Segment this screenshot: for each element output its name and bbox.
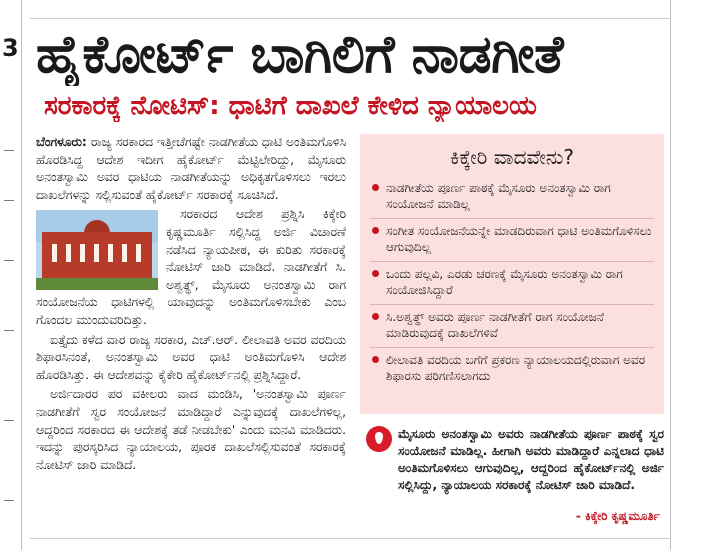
sidebar-title: ಕಿಕ್ಕೇರಿ ವಾದವೇನು? (449, 145, 575, 169)
dateline: ಬೆಂಗಳೂರು: (36, 135, 87, 149)
sidebar-item: ಸಂಗೀತ ಸಂಯೋಜನೆಯನ್ನೇ ಮಾಡದಿರುವಾಗ ಧಾಟಿ ಅಂತಿಮಗೊಳಿಸಲು ಆಗುವುದಿಲ್ಲ (370, 219, 654, 262)
right-column-rule (670, 0, 671, 550)
quote-author: - ಕಿಕ್ಕೇರಿ ಕೃಷ್ಣಮೂರ್ತಿ (575, 509, 660, 523)
paragraph-2: ಸರಕಾರದ ಆದೇಶ ಪ್ರಶ್ನಿಸಿ ಕಿಕ್ಕೇರಿ ಕೃಷ್ಣಮೂರ್ತಿ ಸಲ್ಲಿಸಿದ್ದ ಅರ್ಜಿ ವಿಚಾರಣೆ ನಡೆಸಿದ ನ್ಯಾಯಪೀಠ, ಈ ಕುರಿತು ಸರಕಾರಕ್ಕೆ ನೋಟಿಸ್ ಜಾರಿ ಮಾಡಿದೆ. ನಾಡಗೀತೆಗೆ ಸಿ. ಅಶ್ವತ್ಥ್, ಮೈಸೂರು ಅನಂತಸ್ವಾಮಿ ರಾಗ ಸಂಯೋಜನೆಯ ಧಾಟಿಗಳಲ್ಲಿ ಯಾವುದನ್ನು ಅಂತಿಮಗೊಳಿಸಬೇಕು ಎಂಬ ಗೊಂದಲ ಮುಂದುವರಿದಿತ್ತು. (36, 207, 346, 327)
paragraph-4: ಅರ್ಜಿದಾರರ ಪರ ವಕೀಲರು ವಾದ ಮಂಡಿಸಿ, 'ಅನಂತಸ್ವಾಮಿ ಪೂರ್ಣ ನಾಡಗೀತೆಗೆ ಸ್ವರ ಸಂಯೋಜನೆ ಮಾಡಿದ್ದಾರೆ ಎನ್ನುವುದಕ್ಕೆ ದಾಖಲೆಗಳಿಲ್ಲ, ಆದ್ದರಿಂದ ಸರಕಾರದ ಈ ಆದೇಶಕ್ಕೆ ತಡೆ ನೀಡಬೇಕು' ಎಂದು ಮನವಿ ಮಾಡಿದರು. ಇದನ್ನು ಪುರಸ್ಕರಿಸಿದ ನ್ಯಾಯಾಲಯ, ಪೂರಕ ದಾಖಲೆಸಲ್ಲಿಸುವಂತೆ ಸರಕಾರಕ್ಕೆ ನೋಟಿಸ್ ಜಾರಿ ಮಾಡಿದೆ. (36, 387, 346, 472)
top-rule (30, 18, 670, 19)
red-bullet-icon (372, 184, 379, 191)
headline: ಹೈಕೋರ್ಟ್ ಬಾಗಿಲಿಗೆ ನಾಡಗೀತೆ (36, 25, 564, 85)
quote-drop-icon (366, 426, 392, 452)
pull-quote (362, 422, 664, 522)
sidebar-item: ಸಿ.ಅಶ್ವತ್ಥ್ ಅವರು ಪೂರ್ಣ ನಾಡಗೀತೆಗೆ ರಾಗ ಸಂಯೋಜನೆ ಮಾಡಿರುವುದಕ್ಕೆ ದಾಖಲೆಗಳಿವೆ (370, 305, 654, 348)
red-bullet-icon (372, 313, 379, 320)
sidebar-item: ನಾಡಗೀತೆಯ ಪೂರ್ಣ ಪಾಠಕ್ಕೆ ಮೈಸೂರು ಅನಂತಸ್ವಾಮಿ ರಾಗ ಸಂಯೋಜನೆ ಮಾಡಿಲ್ಲ (370, 176, 654, 219)
subheadline: ಸರಕಾರಕ್ಕೆ ನೋಟಿಸ್: ಧಾಟಿಗೆ ದಾಖಲೆ ಕೇಳಿದ ನ್ಯಾಯಾಲಯ (44, 91, 537, 121)
adjacent-column-strip (0, 0, 22, 550)
paragraph-3: ಐತ್ತೈದು ಕಳೆದ ವಾರ ರಾಜ್ಯ ಸರಕಾರ, ಎಚ್.ಆರ್. ಲೀಲಾವತಿ ಅವರ ವರದಿಯ ಶಿಫಾರಸಿನಂತೆ, ಅನಂತಸ್ವಾಮಿ ಅವರ ಧಾಟಿ ಅಂತಿಮಗೊಳಿಸಿ ಆದೇಶ ಹೊರಡಿಸಿತ್ತು. ಈ ಆದೇಶವನ್ನು ಕೈಕೇರಿ ಹೈಕೋರ್ಟ್‌ನಲ್ಲಿ ಪ್ರಶ್ನಿಸಿದ್ದಾರೆ. (36, 332, 346, 382)
red-bullet-icon (372, 356, 379, 363)
quote-text: ಮೈಸೂರು ಅನಂತಸ್ವಾಮಿ ಅವರು ನಾಡಗೀತೆಯ ಪೂರ್ಣ ಪಾಠಕ್ಕೆ ಸ್ವರ ಸಂಯೋಜನೆ ಮಾಡಿಲ್ಲ. ಹೀಗಾಗಿ ಅವರು ಮಾಡಿದ್ದಾರೆ ಎನ್ನಲಾದ ಧಾಟಿ ಅಂತಿಮಗೊಳಿಸಲು ಆಗುವುದಿಲ್ಲ, ಆದ್ದರಿಂದ ಹೈಕೋರ್ಟ್‌ನಲ್ಲಿ ಅರ್ಜಿ ಸಲ್ಲಿಸಿದ್ದು, ನ್ಯಾಯಾಲಯ ಸರಕಾರಕ್ಕೆ ನೋಟಿಸ್ ಜಾರಿ ಮಾಡಿದೆ. (398, 427, 664, 492)
paragraph-1: ಬೆಂಗಳೂರು: ರಾಜ್ಯ ಸರಕಾರದ ಇತ್ತೀಚೆಗಷ್ಟೇ ನಾಡಗೀತೆಯ ಧಾಟಿ ಅಂತಿಮಗೊಳಿಸಿ ಹೊರಡಿಸಿದ್ದ ಆದೇಶ ಇದೀಗ ಹೈಕೋರ್ಟ್ ಮೆಟ್ಟಿಲೇರಿದ್ದು, ಮೈಸೂರು ಅನಂತಸ್ವಾಮಿ ಅವರ ಧಾಟಿಯ ನಾಡಗೀತೆಯನ್ನು ಅಧಿಕೃತಗೊಳಿಸಲು ಇರಲು ದಾಖಲೆಗಳನ್ನು ಸಲ್ಲಿಸುವಂತೆ ಹೈಕೋರ್ಟ್ ಸರಕಾರಕ್ಕೆ ಸೂಚಿಸಿದೆ. (36, 135, 346, 202)
article-body (36, 134, 346, 534)
sidebar-item: ಒಂದು ಪಲ್ಲವಿ, ಎರಡು ಚರಣಕ್ಕೆ ಮೈಸೂರು ಅನಂತಸ್ವಾಮಿ ರಾಗ ಸಂಯೋಜಿಸಿದ್ದಾರೆ (370, 262, 654, 305)
left-page-number: 3 (2, 34, 19, 62)
bottom-rule (30, 538, 670, 539)
red-bullet-icon (372, 270, 379, 277)
sidebar-list (360, 170, 664, 390)
sidebar-item: ಲೀಲಾವತಿ ವರದಿಯ ಬಗೆಗೆ ಪ್ರಕರಣ ನ್ಯಾಯಾಲಯದಲ್ಲಿರುವಾಗ ಅವರ ಶಿಫಾರಸು ಪರಿಗಣಿಸಲಾಗದು (370, 348, 654, 390)
high-court-building-photo (36, 210, 158, 290)
red-bullet-icon (372, 227, 379, 234)
sidebar-box (360, 134, 664, 414)
